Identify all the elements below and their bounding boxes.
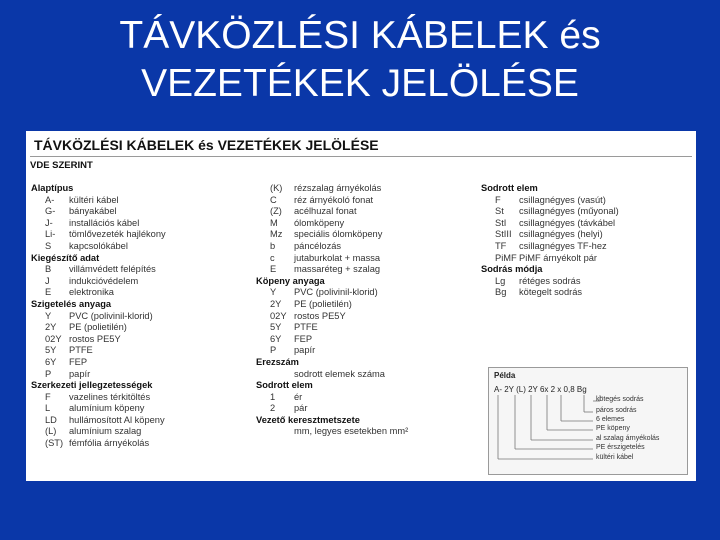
code-symbol: F — [45, 391, 51, 402]
slide-title-line-2: VEZETÉKEK JELÖLÉSE — [141, 62, 579, 105]
code-symbol: C — [270, 194, 277, 205]
example-code: A- 2Y (L) 2Y 6x 2 x 0,8 Bg — [494, 385, 587, 394]
code-symbol: Li- — [45, 229, 56, 240]
code-row — [31, 195, 256, 207]
note-text: sodrott elemek száma — [294, 368, 385, 379]
code-row — [31, 334, 256, 346]
sheet-divider — [30, 156, 692, 157]
code-description: csillagnégyes (vasút) — [519, 194, 606, 205]
code-row — [31, 426, 256, 438]
code-symbol: Y — [270, 287, 277, 298]
code-row — [256, 253, 481, 265]
section-heading: Alaptípus — [31, 183, 74, 193]
note-row — [256, 426, 481, 438]
section-heading: Sodrott elem — [256, 380, 313, 391]
code-symbol: A- — [45, 194, 55, 205]
code-symbol: 5Y — [45, 345, 57, 356]
code-description: massaréteg + szalag — [294, 264, 381, 275]
code-symbol: B — [45, 264, 52, 275]
code-row — [256, 218, 481, 230]
code-row — [256, 206, 481, 218]
code-row — [31, 311, 256, 323]
code-symbol: J — [45, 275, 50, 286]
example-item: páros sodrás — [596, 407, 637, 414]
code-description: jutaburkolat + massa — [294, 252, 381, 263]
code-symbol: P — [45, 368, 52, 379]
code-row — [31, 357, 256, 369]
code-row — [256, 403, 481, 415]
code-row — [481, 287, 691, 299]
code-symbol: (Z) — [270, 206, 282, 217]
code-row — [481, 206, 691, 218]
code-symbol: Lg — [495, 275, 506, 286]
note-text: mm, legyes esetekben mm² — [294, 426, 409, 437]
code-description: alumínium szalag — [69, 426, 142, 437]
code-symbol: Y — [45, 310, 52, 321]
code-symbol: L — [45, 403, 51, 414]
example-item: PE érszigetelés — [596, 444, 645, 451]
code-description: ér — [294, 391, 303, 402]
section-heading: Sodrott elem — [481, 183, 538, 193]
slide-title — [0, 12, 720, 108]
example-box — [488, 367, 688, 475]
code-symbol: c — [270, 252, 275, 263]
code-description: réz árnyékoló fonat — [294, 194, 374, 205]
note-row — [256, 369, 481, 381]
code-description: PVC (polivinil-klorid) — [69, 310, 153, 321]
sheet-title: TÁVKÖZLÉSI KÁBELEK és VEZETÉKEK JELÖLÉSE — [34, 137, 379, 153]
code-description: FEP — [294, 333, 313, 344]
code-row — [256, 264, 481, 276]
column-2 — [256, 183, 481, 438]
code-description: PE (polietilén) — [294, 298, 352, 309]
code-description: csillagnégyes (távkábel — [519, 217, 616, 228]
code-symbol: (K) — [270, 183, 283, 193]
code-symbol: G- — [45, 206, 56, 217]
code-description: villámvédett felépítés — [69, 264, 156, 275]
code-row — [481, 241, 691, 253]
code-description: tömlővezeték hajlékony — [69, 229, 166, 240]
code-symbol: M — [270, 217, 278, 228]
code-row — [31, 392, 256, 404]
code-symbol: (ST) — [45, 438, 64, 449]
code-symbol: StIII — [495, 229, 512, 240]
code-symbol: LD — [45, 414, 57, 425]
code-description: rézszalag árnyékolás — [294, 183, 382, 193]
code-row — [31, 264, 256, 276]
code-description: fémfólia árnyékolás — [69, 438, 150, 449]
code-row — [256, 334, 481, 346]
code-symbol: 2 — [270, 403, 276, 414]
code-row — [256, 229, 481, 241]
code-description: rétéges sodrás — [519, 275, 581, 286]
code-description: csillagnégyes TF-hez — [519, 240, 607, 251]
code-symbol: 6Y — [45, 356, 57, 367]
section-heading: Kiegészítő adat — [31, 252, 100, 263]
sheet-subtitle: VDE SZERINT — [30, 160, 93, 171]
example-item: al szalag árnyékolás — [596, 435, 660, 442]
code-row — [256, 345, 481, 357]
code-row — [256, 392, 481, 404]
code-description: FEP — [69, 356, 88, 367]
code-row — [31, 287, 256, 299]
code-description: csillagnégyes (műyonal) — [519, 206, 619, 217]
code-description: hullámosított Al köpeny — [69, 414, 165, 425]
code-row — [481, 276, 691, 288]
code-description: kültéri kábel — [69, 194, 119, 205]
code-description: alumínium köpeny — [69, 403, 145, 414]
code-symbol: 6Y — [270, 333, 282, 344]
code-row — [481, 253, 691, 265]
code-symbol: F — [495, 194, 501, 205]
code-description: indukcióvédelem — [69, 275, 139, 286]
code-symbol: b — [270, 240, 276, 251]
code-description: kötegelt sodrás — [519, 287, 583, 298]
code-description: PVC (polivinil-klorid) — [294, 287, 378, 298]
code-row — [256, 322, 481, 334]
code-symbol: St — [495, 206, 504, 217]
code-description: páncélozás — [294, 240, 342, 251]
slide-title-line-1: TÁVKÖZLÉSI KÁBELEK és — [119, 14, 601, 57]
code-row — [481, 229, 691, 241]
code-description: PiMF árnyékolt pár — [519, 252, 598, 263]
column-1 — [31, 183, 256, 450]
code-description: PE (polietilén) — [69, 322, 127, 333]
code-description: acélhuzal fonat — [294, 206, 357, 217]
code-row — [31, 276, 256, 288]
section-heading: Vezető keresztmetszete — [256, 414, 360, 425]
code-row — [256, 287, 481, 299]
code-row — [31, 415, 256, 427]
code-row — [481, 195, 691, 207]
code-row — [256, 241, 481, 253]
section-heading: Köpeny anyaga — [256, 275, 325, 286]
example-item: PE köpeny — [596, 425, 630, 432]
code-symbol: StI — [495, 217, 507, 228]
code-row — [31, 369, 256, 381]
section-heading: Erezszám — [256, 356, 299, 367]
code-row — [31, 322, 256, 334]
example-item: kötegés sodrás — [596, 396, 644, 403]
code-symbol: TF — [495, 240, 507, 251]
code-description: installációs kábel — [69, 217, 140, 228]
section-heading: Szerkezeti jellegzetességek — [31, 380, 153, 391]
code-description: rostos PE5Y — [294, 310, 346, 321]
code-symbol: E — [270, 264, 277, 275]
example-item: kültéri kábel — [596, 454, 634, 461]
code-symbol: Mz — [270, 229, 283, 240]
code-description: papír — [69, 368, 91, 379]
code-description: elektronika — [69, 287, 114, 298]
code-symbol: (L) — [45, 426, 57, 437]
code-row — [31, 206, 256, 218]
code-symbol: Bg — [495, 287, 507, 298]
code-description: bányakábel — [69, 206, 117, 217]
code-description: speciális ólomköpeny — [294, 229, 383, 240]
code-row — [256, 299, 481, 311]
code-row — [481, 218, 691, 230]
code-description: ólomköpeny — [294, 217, 345, 228]
code-symbol: 5Y — [270, 322, 282, 333]
code-description: pár — [294, 403, 308, 414]
code-row — [256, 183, 481, 195]
code-row — [31, 218, 256, 230]
code-symbol: 02Y — [45, 333, 62, 344]
code-symbol: 2Y — [270, 298, 282, 309]
code-description: rostos PE5Y — [69, 333, 121, 344]
code-row — [256, 311, 481, 323]
example-connector-lines — [489, 368, 687, 474]
code-symbol: S — [45, 240, 52, 251]
code-description: PTFE — [294, 322, 318, 333]
code-symbol: 02Y — [270, 310, 287, 321]
code-row — [31, 403, 256, 415]
code-symbol: P — [270, 345, 277, 356]
code-description: vazelines térkitöltés — [69, 391, 151, 402]
code-symbol: 2Y — [45, 322, 57, 333]
code-row — [31, 438, 256, 450]
code-symbol: 1 — [270, 391, 276, 402]
code-row — [31, 345, 256, 357]
section-heading: Sodrás módja — [481, 264, 543, 275]
example-item: 6 elemes — [596, 416, 625, 423]
column-3 — [481, 183, 691, 299]
code-description: PTFE — [69, 345, 93, 356]
code-symbol: PiMF — [495, 252, 517, 263]
code-description: papír — [294, 345, 316, 356]
example-label: Példa — [494, 371, 516, 380]
code-symbol: J- — [45, 217, 53, 228]
code-row — [256, 195, 481, 207]
code-description: kapcsolókábel — [69, 240, 128, 251]
reference-sheet — [26, 131, 696, 481]
code-row — [31, 229, 256, 241]
section-heading: Szigetelés anyaga — [31, 298, 112, 309]
code-row — [31, 241, 256, 253]
code-description: csillagnégyes (helyi) — [519, 229, 603, 240]
code-symbol: E — [45, 287, 52, 298]
